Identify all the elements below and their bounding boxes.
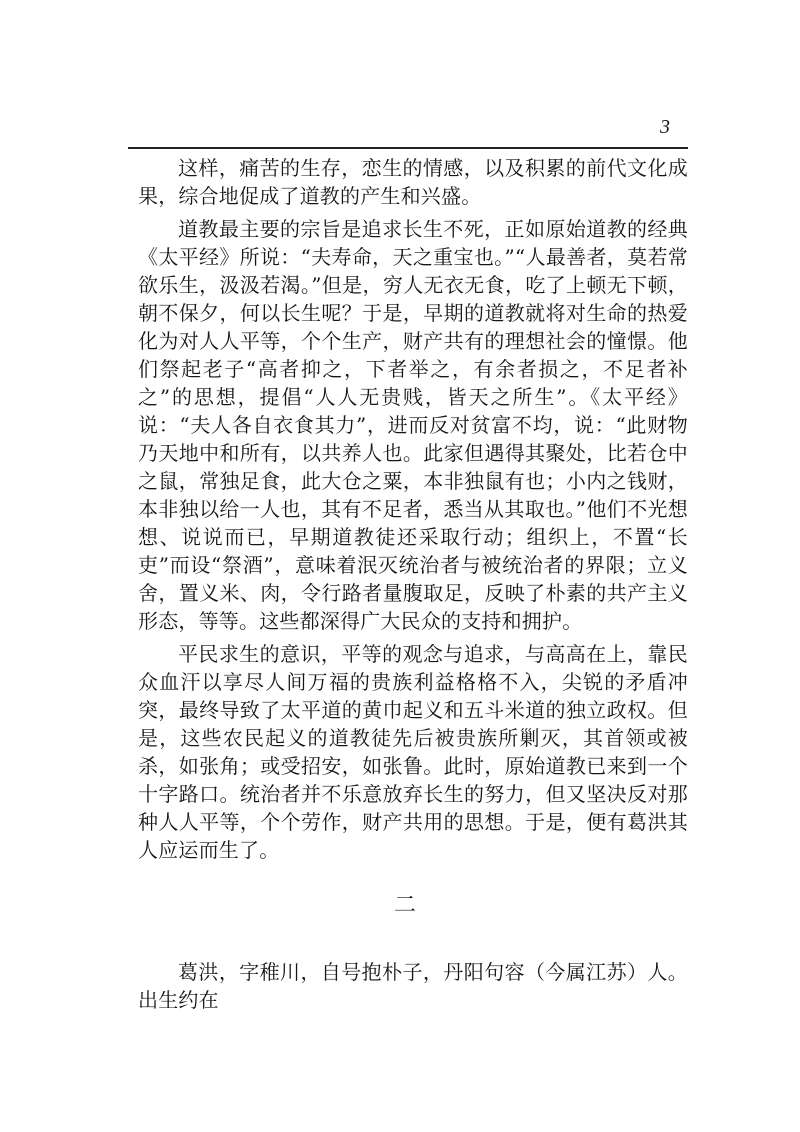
section-number: 二 [394,893,421,918]
paragraph: 这样，痛苦的生存，恋生的情感，以及积累的前代文化成果，综合地促成了道教的产生和兴盛。 [138,156,688,208]
paragraph: 平民求生的意识，平等的观念与追求，与高高在上，靠民众血汗以享尽人间万福的贵族利益格格不入，尖锐的矛盾冲突，最终导致了太平道的黄巾起义和五斗米道的独立政权。但是，这些农民起义的道教徒先后被贵族所剿灭，其首领或被杀，如张角；或受招安，如张鲁。此时，原始道教已来到一个十字路口。统治者并不乐意放弃长生的努力，但又坚决反对那种人人平等，个个劳作，财产共用的思想。于是，便有葛洪其人应运而生了。 [138,642,688,862]
text-block-upper [138,154,688,864]
text-block-lower [138,958,688,1014]
paragraph: 葛洪，字稚川，自号抱朴子，丹阳句容（今属江苏）人。出生约在 [138,960,688,1012]
paragraph: 道教最主要的宗旨是追求长生不死，正如原始道教的经典《太平经》所说：“夫寿命，天之重宝也。”“人最善者，莫若常欲乐生，汲汲若渴。”但是，穷人无衣无食，吃了上顿无下顿，朝不保夕，何以长生呢？于是，早期的道教就将对生命的热爱化为对人人平等，个个生产，财产共有的理想社会的憧憬。他们祭起老子“高者抑之，下者举之，有余者损之，不足者补之”的思想，提倡“人人无贵贱，皆天之所生”。《太平经》说：“夫人各自衣食其力”，进而反对贫富不均，说：“此财物乃天地中和所有，以共养人也。此家但遇得其聚处，比若仓中之鼠，常独足食，此大仓之粟，本非独鼠有也；小内之钱财，本非独以给一人也，其有不足者，悉当从其取也。”他们不光想想、说说而已，早期道教徒还采取行动；组织上，不置“长吏”而设“祭酒”，意味着泯灭统治者与被统治者的界限；立义舍，置义米、肉，令行路者量腹取足，反映了朴素的共产主义形态，等等。这些都深得广大民众的支持和拥护。 [138,217,688,633]
header-rule [128,147,688,149]
page-number: 3 [660,116,670,138]
